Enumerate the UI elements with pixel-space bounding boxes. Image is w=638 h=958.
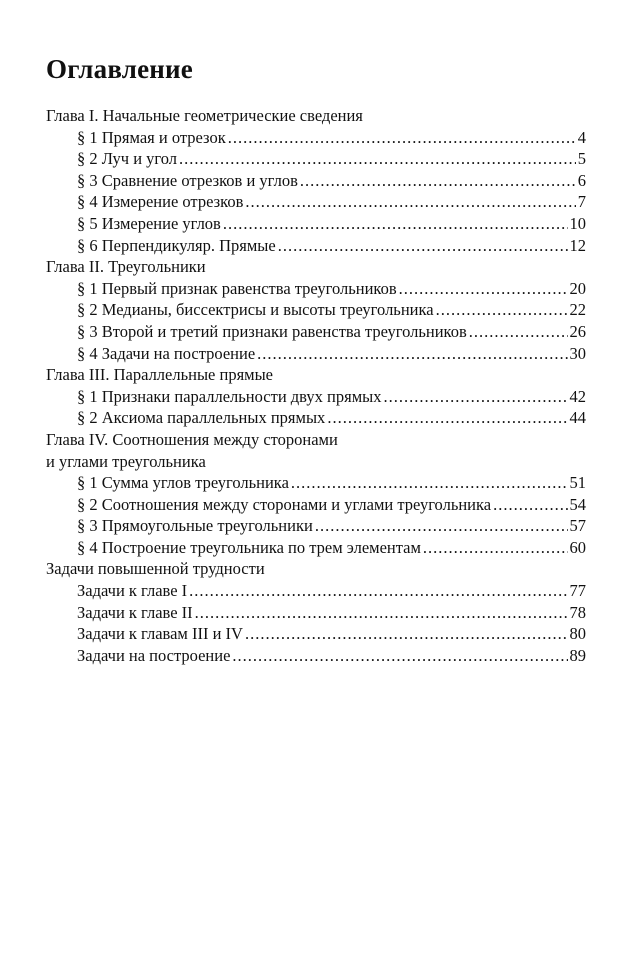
toc-entry[interactable] [77,386,586,408]
toc-entry[interactable] [77,343,586,365]
toc-entry[interactable] [77,580,586,602]
toc-entry-page: 7 [577,192,586,212]
toc-entry-label: § 5 Измерение углов [77,213,221,233]
toc-entry[interactable] [77,515,586,537]
toc-entry-page: 89 [569,645,586,665]
toc-entry-page: 5 [577,149,586,169]
toc-entry-label: § 2 Аксиома параллельных прямых [77,408,326,428]
dot-leader [228,127,576,149]
table-of-contents [46,105,586,666]
toc-entry-page: 12 [569,235,586,255]
toc-entry-page: 26 [569,321,586,341]
toc-entry-label: § 3 Прямоугольные треугольники [77,516,313,536]
toc-entry-page: 20 [569,278,586,298]
toc-entry-label: § 6 Перпендикуляр. Прямые [77,235,276,255]
toc-entry-page: 57 [569,516,586,536]
toc-entry-page: 78 [569,602,586,622]
toc-entry[interactable] [77,127,586,149]
toc-entry[interactable] [77,235,586,257]
chapter-heading: Глава I. Начальные геометрические сведения [46,106,363,125]
toc-entry-page: 54 [569,494,586,514]
toc-entry[interactable] [77,602,586,624]
dot-leader [493,494,567,516]
toc-entry-page: 10 [569,213,586,233]
toc-entry[interactable] [77,623,586,645]
dot-leader [327,407,567,429]
toc-entry[interactable] [77,191,586,213]
toc-entry-page: 4 [577,127,586,147]
toc-entry-page: 6 [577,170,586,190]
dot-leader [189,580,567,602]
dot-leader [232,645,567,667]
toc-entry-page: 44 [569,408,586,428]
toc-entry[interactable] [77,494,586,516]
dot-leader [278,235,568,257]
toc-entry-page: 51 [569,473,586,493]
toc-entry-label: § 1 Признаки параллельности двух прямых [77,386,382,406]
toc-entry-label: § 4 Задачи на построение [77,343,256,363]
dot-leader [384,386,568,408]
chapter-heading: Задачи повышенной трудности [46,559,265,579]
dot-leader [300,170,576,192]
toc-entry-label: Задачи к главе II [77,602,193,622]
chapter-heading-continued: и углами треугольника [46,451,206,471]
toc-entry[interactable] [77,321,586,343]
dot-leader [245,623,568,645]
toc-entry[interactable] [77,472,586,494]
dot-leader [469,321,568,343]
toc-entry-label: § 2 Соотношения между сторонами и углами треугольника [77,494,492,514]
toc-entry[interactable] [77,407,586,429]
toc-entry-page: 30 [569,343,586,363]
chapter-heading: Глава III. Параллельные прямые [46,365,274,385]
toc-entry[interactable] [77,537,586,559]
dot-leader [257,343,567,365]
dot-leader [245,191,575,213]
toc-entry[interactable] [77,278,586,300]
toc-entry-label: § 2 Медианы, биссектрисы и высоты треугольника [77,300,434,320]
toc-entry[interactable] [77,645,586,667]
toc-entry-label: § 3 Второй и третий признаки равенства треугольников [77,321,467,341]
dot-leader [436,299,568,321]
toc-entry[interactable] [77,213,586,235]
toc-entry-label: Задачи к главе I [77,581,188,601]
dot-leader [399,278,568,300]
toc-entry-label: Задачи к главам III и IV [77,624,243,644]
chapter-heading: Глава IV. Соотношения между сторонами [46,429,338,449]
dot-leader [195,602,568,624]
dot-leader [179,148,576,170]
dot-leader [291,472,568,494]
toc-entry-label: § 1 Прямая и отрезок [77,127,226,147]
chapter-heading: Глава II. Треугольники [46,257,206,277]
toc-entry-label: § 1 Первый признак равенства треугольников [77,278,397,298]
toc-entry[interactable] [77,170,586,192]
toc-entry-label: § 4 Измерение отрезков [77,192,244,212]
toc-entry-page: 77 [569,581,586,601]
dot-leader [223,213,568,235]
toc-entry[interactable] [77,299,586,321]
toc-entry-label: § 2 Луч и угол [77,149,178,169]
toc-entry-label: § 4 Построение треугольника по трем элементам [77,537,421,557]
toc-entry-label: § 1 Сумма углов треугольника [77,473,289,493]
toc-entry-page: 60 [569,537,586,557]
page-title: Оглавление [46,54,193,84]
toc-entry-label: § 3 Сравнение отрезков и углов [77,170,298,190]
dot-leader [423,537,568,559]
toc-entry-page: 22 [569,300,586,320]
dot-leader [315,515,568,537]
toc-entry-label: Задачи на построение [77,645,231,665]
toc-entry[interactable] [77,148,586,170]
toc-entry-page: 42 [569,386,586,406]
toc-entry-page: 80 [569,624,586,644]
